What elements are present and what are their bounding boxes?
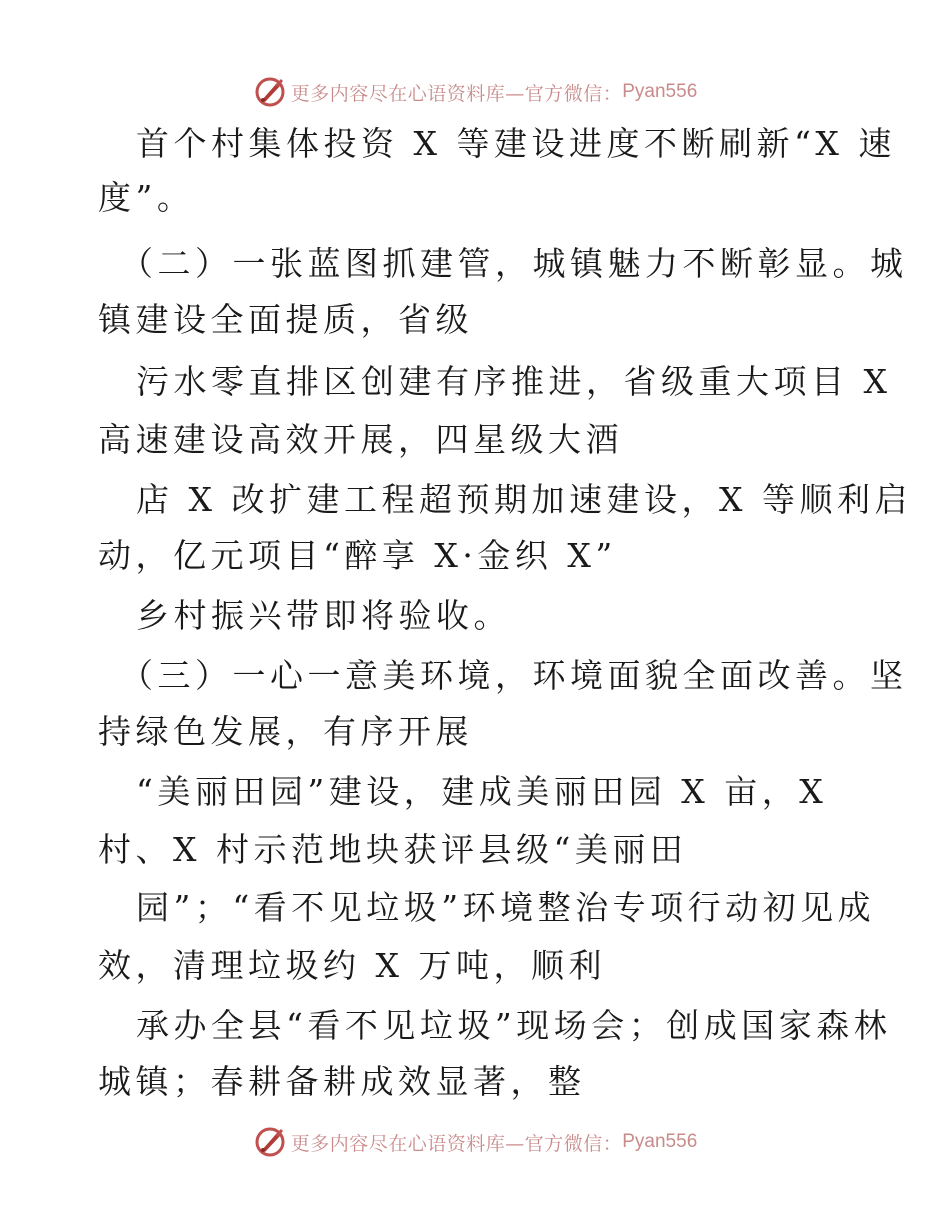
text-line: 承办全县“看不见垃圾”现场会；创成国家森林 <box>136 1006 892 1045</box>
text-line: 首个村集体投资 X 等建设进度不断刷新“X 速 <box>136 124 896 163</box>
text-line: 效，清理垃圾约 X 万吨，顺利 <box>98 946 606 985</box>
text-line: 镇建设全面提质，省级 <box>98 300 473 339</box>
watermark-text: 更多内容尽在心语资料库—官方微信： <box>290 82 623 105</box>
watermark-text: 更多内容尽在心语资料库—官方微信： <box>290 1132 623 1155</box>
text-line: 园”；“看不见垃圾”环境整治专项行动初见成 <box>136 888 876 927</box>
watermark-wechat-id: Pyan556 <box>622 1131 698 1152</box>
watermark-wechat-id: Pyan556 <box>622 81 698 102</box>
text-line: 店 X 改扩建工程超预期加速建设，X 等顺利启 <box>136 480 912 519</box>
quill-logo-icon <box>253 1125 287 1159</box>
text-line: 动，亿元项目“醉享 X·金织 X” <box>98 536 617 575</box>
header-watermark <box>0 72 950 112</box>
footer-watermark <box>0 1122 950 1162</box>
text-line: 城镇；春耕备耕成效显著，整 <box>98 1062 586 1101</box>
text-line: 乡村振兴带即将验收。 <box>136 596 511 635</box>
text-line: 度”。 <box>98 178 195 217</box>
text-line: （三）一心一意美环境，环境面貌全面改善。坚 <box>120 656 908 695</box>
text-line: 高速建设高效开展，四星级大酒 <box>98 420 623 459</box>
text-line: “美丽田园”建设，建成美丽田园 X 亩，X <box>136 772 828 811</box>
quill-logo-icon <box>253 75 287 109</box>
text-line: （二）一张蓝图抓建管，城镇魅力不断彰显。城 <box>120 244 908 283</box>
text-line: 持绿色发展，有序开展 <box>98 712 473 751</box>
text-line: 污水零直排区创建有序推进，省级重大项目 X <box>136 362 892 401</box>
text-line: 村、X 村示范地块获评县级“美丽田 <box>98 830 688 869</box>
